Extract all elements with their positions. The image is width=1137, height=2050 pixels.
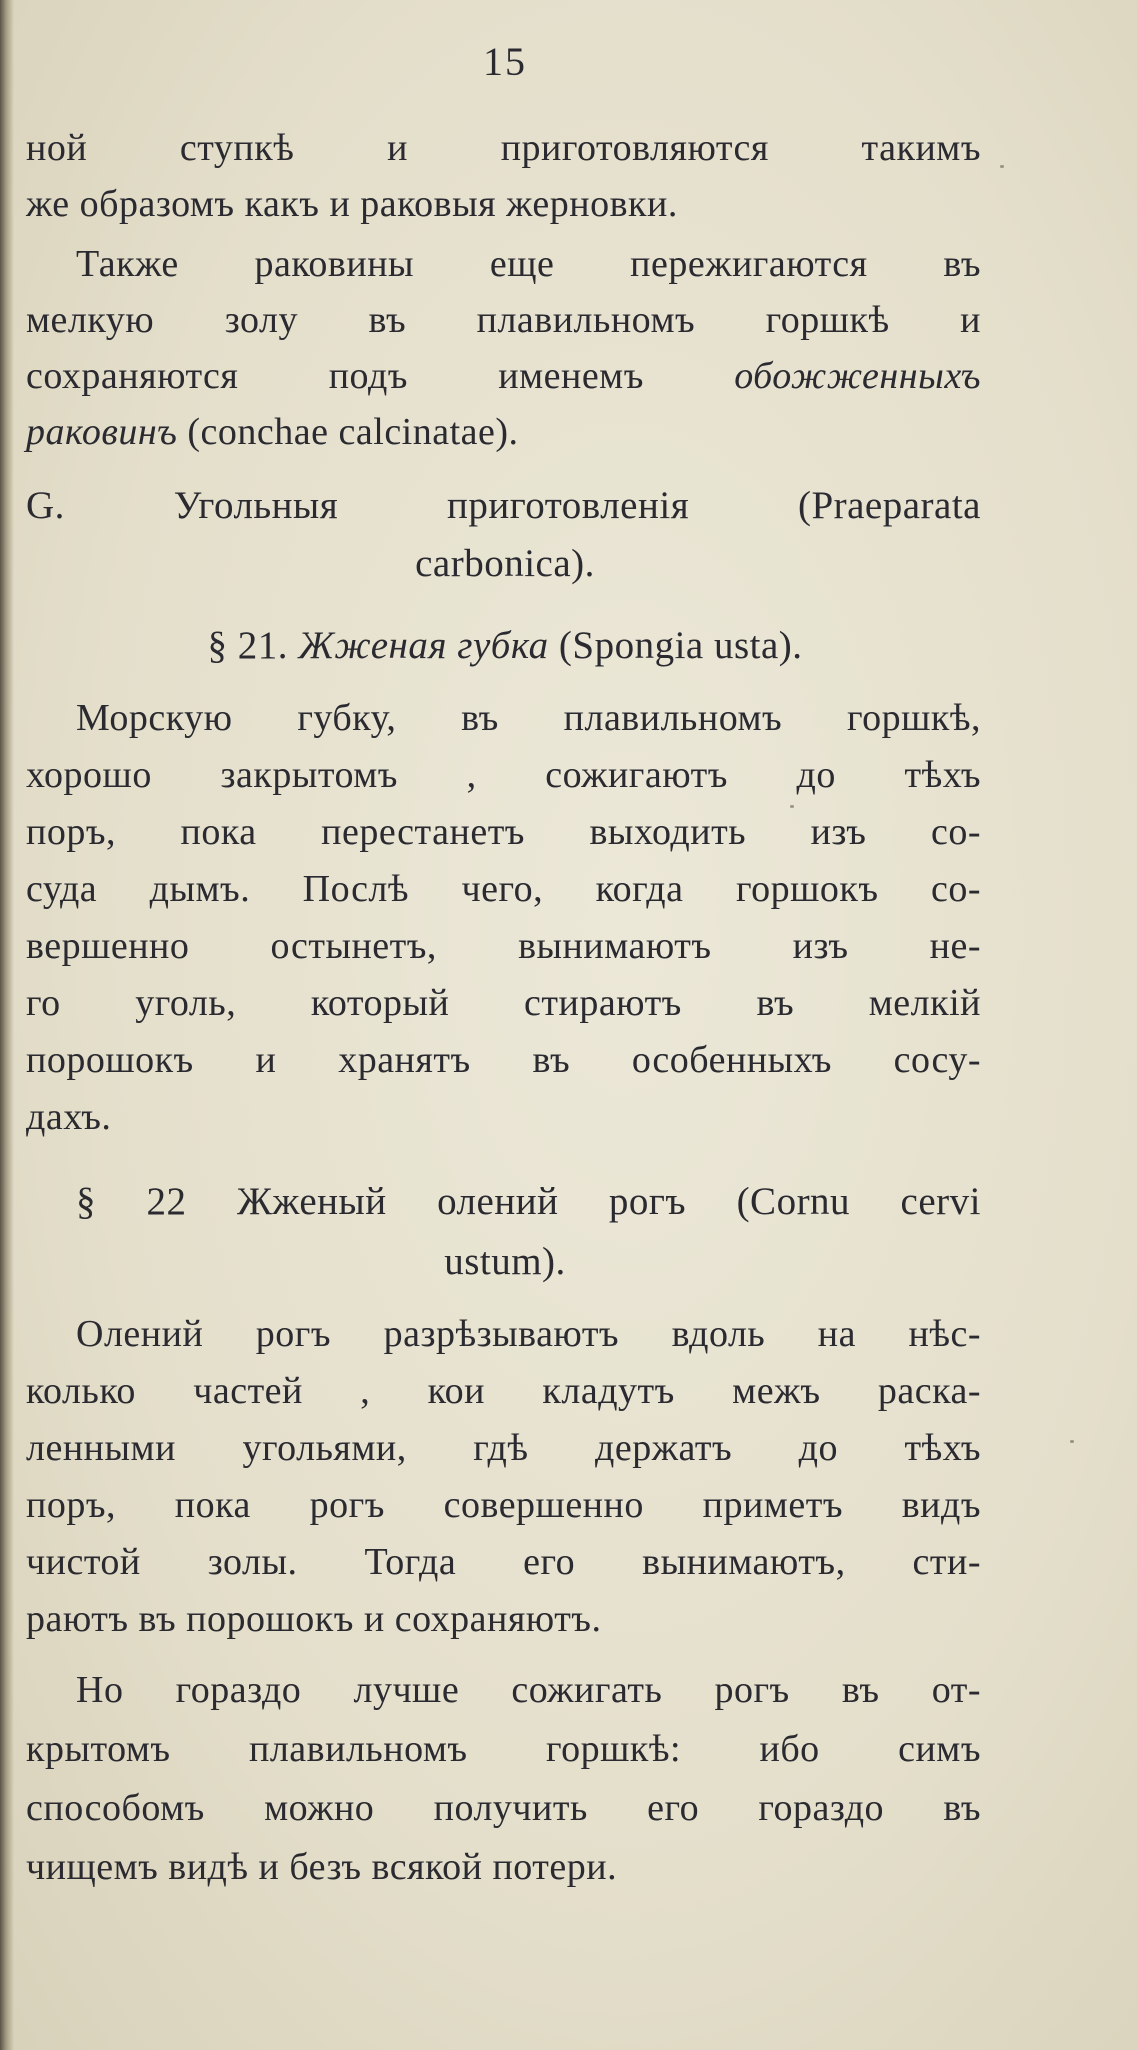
page-edge-shadow: [0, 0, 14, 2050]
paragraph-heading-21: [0, 614, 1010, 678]
text-line: Морскую губку, въ плавильномъ горшкѣ,: [76, 697, 981, 739]
text-line: дахъ.: [26, 1096, 112, 1138]
paper-speck: [1070, 1440, 1074, 1443]
section-heading: G. Угольныя приготовленія (Praeparata: [26, 484, 981, 527]
text-line: же образомъ какъ и раковыя жерновки.: [26, 183, 678, 225]
text-line: Олений рогъ разрѣзываютъ вдоль на нѣс-: [76, 1313, 981, 1355]
text-line: хорошо закрытомъ , сожигаютъ до тѣхъ: [26, 754, 981, 796]
text-line: способомъ можно получить его гораздо въ: [26, 1787, 981, 1829]
italic-term: раковинъ: [26, 411, 178, 453]
text-line: [26, 400, 981, 464]
section-heading-continued: carbonica).: [415, 542, 595, 585]
text-line: [26, 344, 981, 408]
text-line: ленными угольями, гдѣ держатъ до тѣхъ: [26, 1427, 981, 1469]
text-line: Также раковины еще пережигаются въ: [76, 243, 981, 285]
text-line: порошокъ и хранятъ въ особенныхъ сосу-: [26, 1039, 981, 1081]
paragraph-heading-22: § 22 Жженый олений рогъ (Cornu cervi: [76, 1180, 981, 1223]
text-line: крытомъ плавильномъ горшкѣ: ибо симъ: [26, 1728, 981, 1770]
text-line: колько частей , кои кладутъ межъ раска-: [26, 1370, 981, 1412]
text-line: ной ступкѣ и приготовляются такимъ: [26, 127, 981, 169]
paper-speck: [1000, 165, 1004, 168]
text-line: вершенно остынетъ, вынимаютъ изъ не-: [26, 925, 981, 967]
paragraph-heading-22-continued: ustum).: [444, 1240, 566, 1283]
text-line: раютъ въ порошокъ и сохраняютъ.: [26, 1598, 602, 1640]
heading-number: § 21.: [207, 624, 299, 667]
page-number: 15: [483, 39, 527, 84]
italic-term: обожженныхъ: [734, 355, 981, 397]
heading-title: Жженая губка: [298, 624, 549, 667]
text-line: чищемъ видѣ и безъ всякой потери.: [26, 1846, 618, 1888]
text-line: Но гораздо лучше сожигать рогъ въ от-: [76, 1669, 981, 1711]
text-line: го уголь, который стираютъ въ мелкій: [26, 982, 981, 1024]
text-line: чистой золы. Тогда его вынимаютъ, сти-: [26, 1541, 981, 1583]
text-line: поръ, пока рогъ совершенно приметъ видъ: [26, 1484, 981, 1526]
text-span: сохраняются подъ именемъ: [26, 355, 735, 397]
text-line: суда дымъ. Послѣ чего, когда горшокъ со-: [26, 868, 981, 910]
text-line: поръ, пока перестанетъ выходить изъ со-: [26, 811, 981, 853]
text-line: мелкую золу въ плавильномъ горшкѣ и: [26, 299, 981, 341]
heading-latin: (Spongia usta).: [548, 624, 803, 667]
text-span: (conchae calcinatae).: [177, 411, 519, 453]
